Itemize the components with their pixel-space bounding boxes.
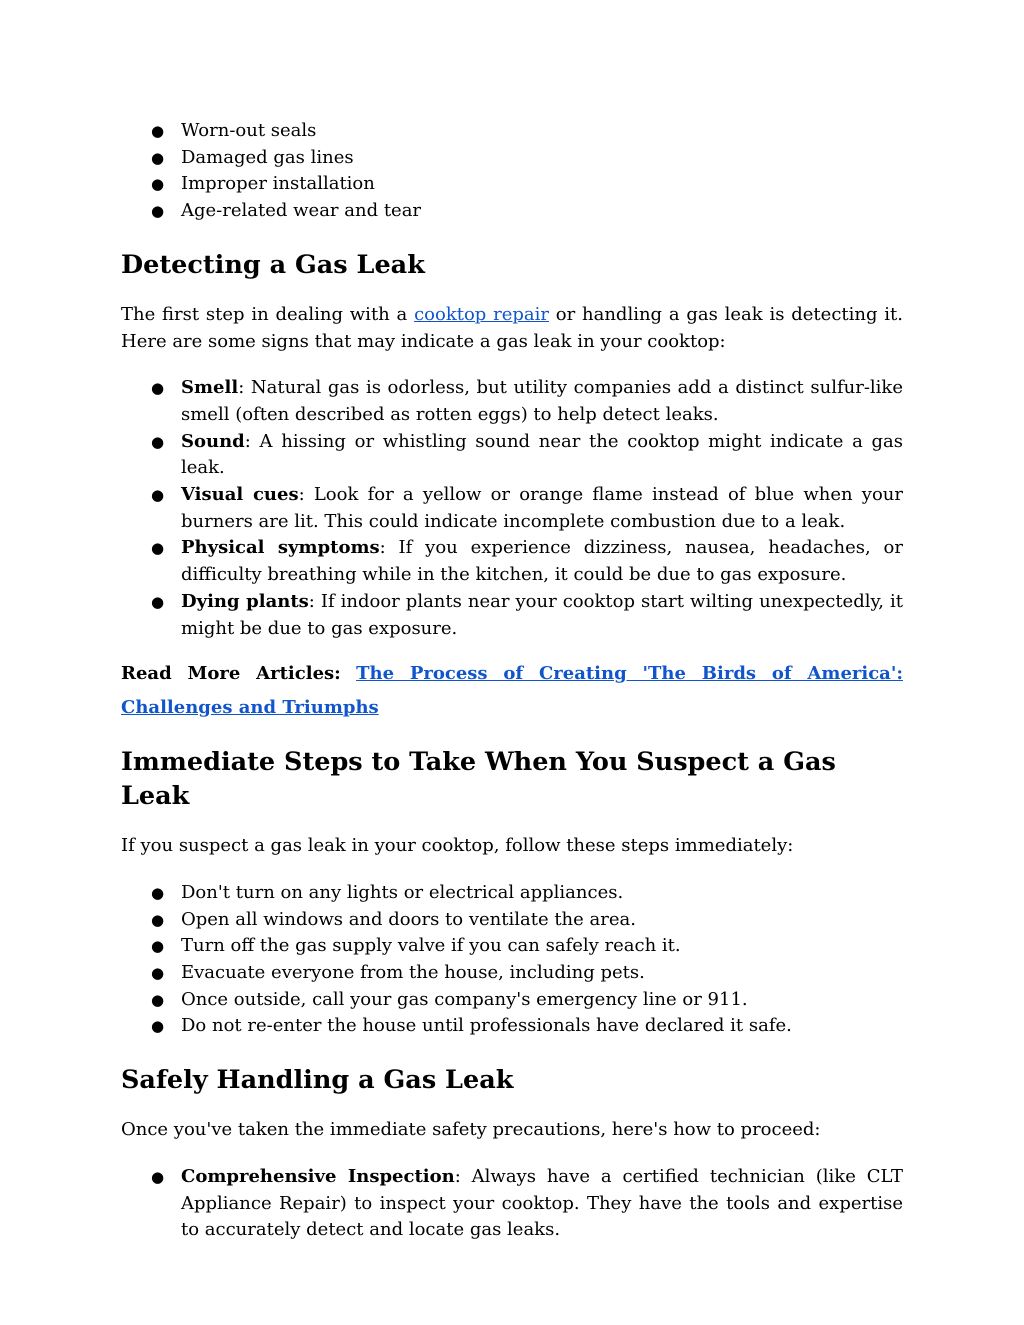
list-item xyxy=(121,482,903,535)
section-heading-detecting: Detecting a Gas Leak xyxy=(121,249,425,280)
detecting-paragraph xyxy=(121,302,903,355)
list-item-text: : A hissing or whistling sound near the cooktop might indicate a gas leak. xyxy=(181,430,903,479)
list-item: ● Age-related wear and tear xyxy=(121,198,903,225)
list-item: ● Damaged gas lines xyxy=(121,145,903,172)
list-item: ● Open all windows and doors to ventilate the area. xyxy=(121,907,903,934)
list-item xyxy=(121,1164,903,1244)
list-item-term: Visual cues xyxy=(181,484,299,506)
list-item: ● Turn off the gas supply valve if you can safely reach it. xyxy=(121,933,903,960)
list-item-term: Dying plants xyxy=(181,590,309,612)
list-item: ● Once outside, call your gas company's emergency line or 911. xyxy=(121,987,903,1014)
list-item-text: : If indoor plants near your cooktop start wilting unexpectedly, it might be due to gas exposure. xyxy=(181,590,903,639)
list-item xyxy=(121,375,903,428)
list-item-text: : Natural gas is odorless, but utility companies add a distinct sulfur-like smell (often described as rotten eggs) to help detect leaks. xyxy=(181,377,903,425)
paragraph-text: The first step in dealing with a xyxy=(121,303,415,325)
read-more xyxy=(121,657,903,725)
list-item: ● Do not re-enter the house until professionals have declared it safe. xyxy=(121,1013,903,1040)
list-item-term: Smell xyxy=(181,377,239,399)
section-heading-immediate: Immediate Steps to Take When You Suspect a Gas Leak xyxy=(121,747,836,812)
list-item: ● Don't turn on any lights or electrical appliances. xyxy=(121,880,903,907)
list-item xyxy=(121,535,903,588)
list-item-term: Comprehensive Inspection xyxy=(181,1165,455,1187)
list-item: ● Improper installation xyxy=(121,171,903,198)
causes-list xyxy=(121,118,903,225)
read-more-label: Read More Articles: xyxy=(121,663,341,685)
paragraph-text: or handling a gas leak is detecting it. Here are some signs that may indicate a gas leak in your cooktop: xyxy=(121,303,903,352)
steps-list xyxy=(121,880,903,1040)
list-item xyxy=(121,429,903,482)
list-item: ● Evacuate everyone from the house, including pets. xyxy=(121,960,903,987)
list-item-term: Physical symptoms xyxy=(181,537,380,559)
signs-list xyxy=(121,375,903,642)
handling-list xyxy=(121,1164,903,1244)
list-item-text: : Always have a certified technician (like CLT Appliance Repair) to inspect your cooktop. They have the tools and expertise to accurately detect and locate gas leaks. xyxy=(181,1165,904,1241)
cooktop-repair-link[interactable]: cooktop repair xyxy=(414,303,549,325)
list-item-term: Sound xyxy=(181,430,245,452)
handling-intro: Once you've taken the immediate safety precautions, here's how to proceed: xyxy=(121,1119,821,1141)
immediate-intro: If you suspect a gas leak in your cooktop, follow these steps immediately: xyxy=(121,835,794,857)
list-item-text: : Look for a yellow or orange flame instead of blue when your burners are lit. This could indicate incomplete combustion due to a leak. xyxy=(181,484,904,532)
read-more-link[interactable]: The Process of Creating 'The Birds of America': Challenges and Triumphs xyxy=(121,663,903,719)
list-item: ● Worn-out seals xyxy=(121,118,903,145)
section-heading-handling: Safely Handling a Gas Leak xyxy=(121,1065,514,1096)
list-item-text: : If you experience dizziness, nausea, headaches, or difficulty breathing while in the kitchen, it could be due to gas exposure. xyxy=(181,537,903,586)
list-item xyxy=(121,589,903,642)
